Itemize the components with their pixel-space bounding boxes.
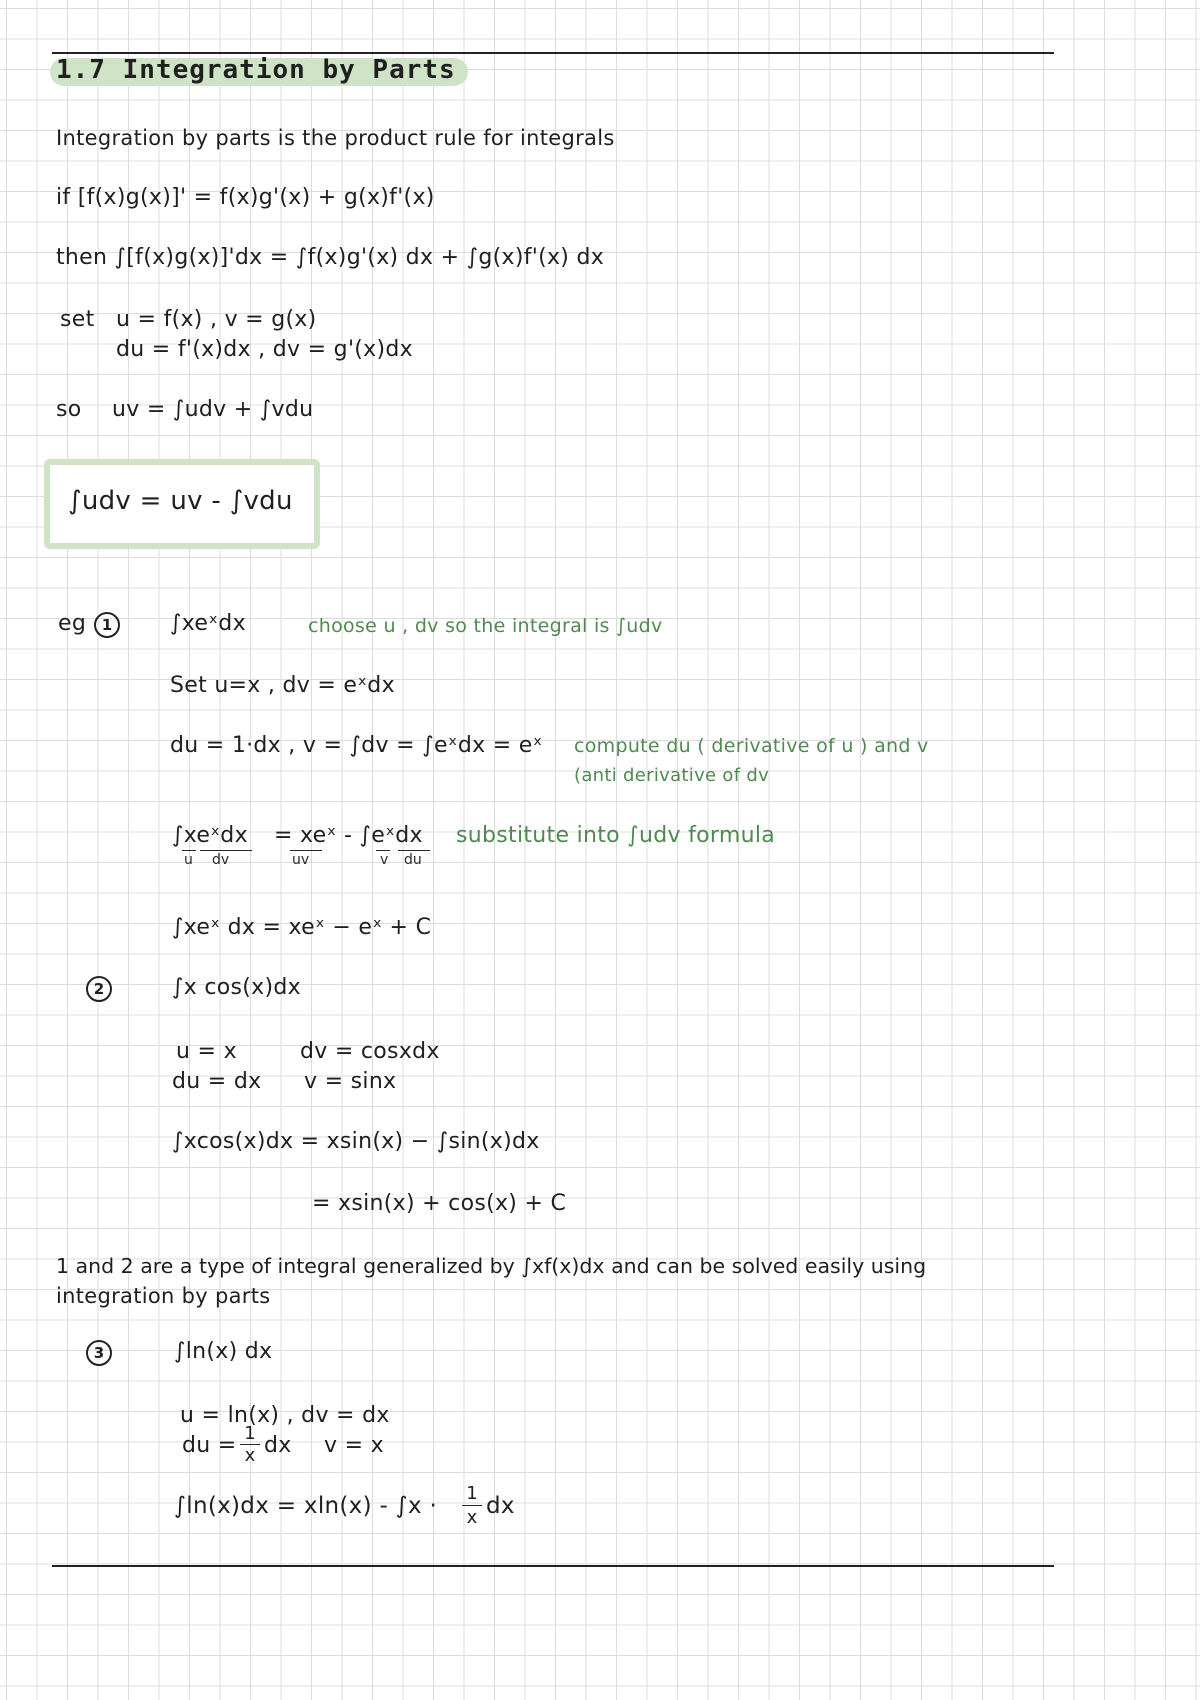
example-1-subst-rhs-2: - ∫eˣdx [344,823,423,848]
example-2-u-line: u = x [176,1039,237,1064]
generalization-line-2: integration by parts [56,1284,271,1308]
so-label: so [56,397,82,422]
example-3-final-suffix: dx [486,1493,515,1519]
label-du: du [404,852,422,868]
page-title: 1.7 Integration by Parts [56,55,456,85]
example-1-note-compute-a: compute du ( derivative of u ) and v [574,735,929,757]
example-3-du-frac-den: x [244,1445,256,1466]
example-2-v-line: v = sinx [304,1069,397,1094]
underline-v [376,850,390,851]
example-3-u-line: u = ln(x) , dv = dx [180,1403,390,1428]
set-label: set [60,307,95,332]
underline-du [398,850,430,851]
label-v: v [380,852,389,868]
example-1-note-choose: choose u , dv so the integral is ∫udv [308,615,663,637]
example-3-v-line: v = x [324,1433,384,1458]
formula-text: ∫udv = uv - ∫vdu [68,486,293,516]
set-line-2: du = f'(x)dx , dv = g'(x)dx [116,337,413,362]
underline-dv [200,850,252,851]
example-3-integral: ∫ln(x) dx [174,1339,273,1364]
label-dv: dv [212,852,230,868]
example-2-integral: ∫x cos(x)dx [172,975,301,1000]
underline-uv [290,850,322,851]
underline-u [182,850,196,851]
example-3-du-frac-num: 1 [244,1423,256,1444]
example-3-du-prefix: du = [182,1433,237,1458]
example-2-step-1: ∫xcos(x)dx = xsin(x) − ∫sin(x)dx [172,1129,540,1154]
example-3-final-prefix: ∫ln(x)dx = xln(x) - ∫x · [174,1493,438,1519]
intro-sentence: Integration by parts is the product rule for integrals [56,126,615,150]
example-3-final-frac-num: 1 [466,1483,478,1504]
example-1-note-compute-b: (anti derivative of dv [574,765,770,786]
example-3-number: 3 [86,1340,112,1366]
if-line: if [f(x)g(x)]' = f(x)g'(x) + g(x)f'(x) [56,185,435,210]
generalization-line-1: 1 and 2 are a type of integral generalized by ∫xf(x)dx and can be solved easily using [56,1254,927,1278]
eg-label: eg [58,611,87,636]
example-1-du-line: du = 1·dx , v = ∫dv = ∫eˣdx = eˣ [170,733,543,758]
formula-box [44,459,320,549]
example-1-set-line: Set u=x , dv = eˣdx [170,673,395,698]
bottom-rule [52,1565,1054,1567]
set-line-1: u = f(x) , v = g(x) [116,307,317,332]
example-1-subst-lhs: ∫xeˣdx [172,823,248,848]
example-3-du-suffix: dx [264,1433,292,1458]
example-1-number: 1 [94,612,120,638]
example-3-final-frac-bar [462,1505,482,1506]
example-2-number: 2 [86,976,112,1002]
example-2-dv-line: dv = cosxdx [300,1039,440,1064]
example-1-result: ∫xeˣ dx = xeˣ − eˣ + C [172,915,432,940]
example-1-integral: ∫xeˣdx [170,611,246,636]
example-2-du-line: du = dx [172,1069,262,1094]
example-3-final-frac-den: x [466,1507,478,1528]
label-u: u [184,852,193,868]
example-1-note-substitute: substitute into ∫udv formula [456,823,776,848]
top-rule [52,52,1054,54]
example-2-step-2: = xsin(x) + cos(x) + C [312,1191,567,1216]
so-line: uv = ∫udv + ∫vdu [112,397,314,422]
then-line: then ∫[f(x)g(x)]'dx = ∫f(x)g'(x) dx + ∫g(x)f'(x) dx [56,245,605,270]
example-1-subst-rhs-1: = xeˣ [274,823,337,848]
label-uv: uv [292,852,310,868]
